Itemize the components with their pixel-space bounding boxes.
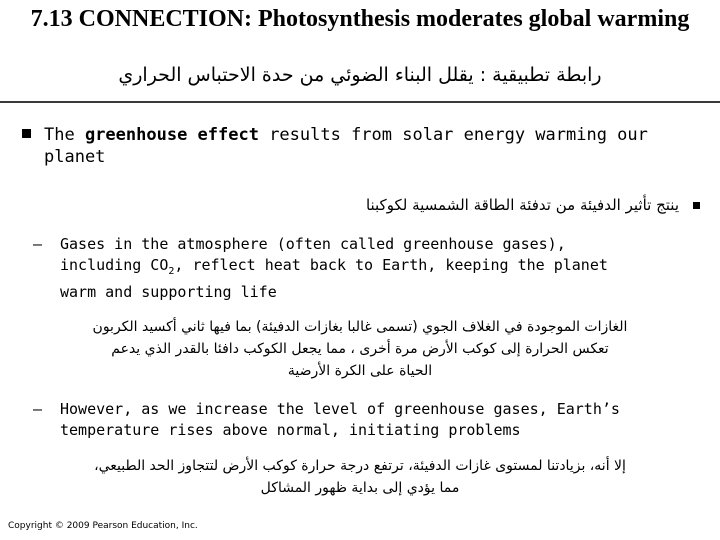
arabic-line: مما يؤدي إلى بداية ظهور المشاكل [260,480,460,496]
sub-bullet-arabic-1 [60,316,660,382]
bullet-arabic-text: ينتج تأثير الدفيئة من تدفئة الطاقة الشمسية لكوكبنا [365,196,679,214]
arabic-line: الغازات الموجودة في الغلاف الجوي (تسمى غالبا بغازات الدفيئة) بما فيها ثاني أكسيد الكربون [92,319,628,335]
arabic-line: تعكس الحرارة إلى كوكب الأرض مرة أخرى ، مما يجعل الكوكب دافئا بالقدر الذي يدعم [111,341,609,357]
slide-title-arabic: رابطة تطبيقية : يقلل البناء الضوئي من حدة الاحتباس الحراري [118,64,602,86]
bullet-text [22,124,712,168]
sub-bullet-greenhouse-gases [33,234,620,303]
bullet-text-post: results from solar energy warming our planet [44,125,648,167]
sub-bullet-arabic-2 [60,455,660,499]
slide-title: 7.13 CONNECTION: Photosynthesis moderates global warming [30,6,690,32]
square-bullet-icon [693,202,700,209]
arabic-line: إلا أنه، بزيادتنا لمستوى غازات الدفيئة، ترتفع درجة حرارة كوكب الأرض لتتجاوز الحد الطبيعي، [94,458,626,474]
bullet-text-bold: greenhouse effect [84,125,259,145]
copyright-footer: Copyright © 2009 Pearson Education, Inc. [8,521,198,531]
arabic-line: الحياة على الكرة الأرضية [287,363,433,379]
sub1-subscript: 2 [168,266,175,277]
sub1-text-post: , reflect heat back to Earth, keeping the planet warm and supporting life [60,256,608,301]
bullet-greenhouse-effect [22,124,712,168]
sub-bullet-rising-temperature [33,399,620,441]
dash-bullet: – [33,235,43,253]
dash-bullet: – [33,400,43,418]
bullet-arabic [60,196,700,214]
square-bullet-icon [22,129,31,138]
bullet-text-pre: The [44,125,85,145]
title-divider [0,101,720,103]
sub1-text-pre: Gases in the atmosphere (often called greenhouse gases), including CO [60,235,566,274]
sub2-text: However, as we increase the level of greenhouse gases, Earth’s temperature rises above normal, initiating problems [60,400,620,439]
